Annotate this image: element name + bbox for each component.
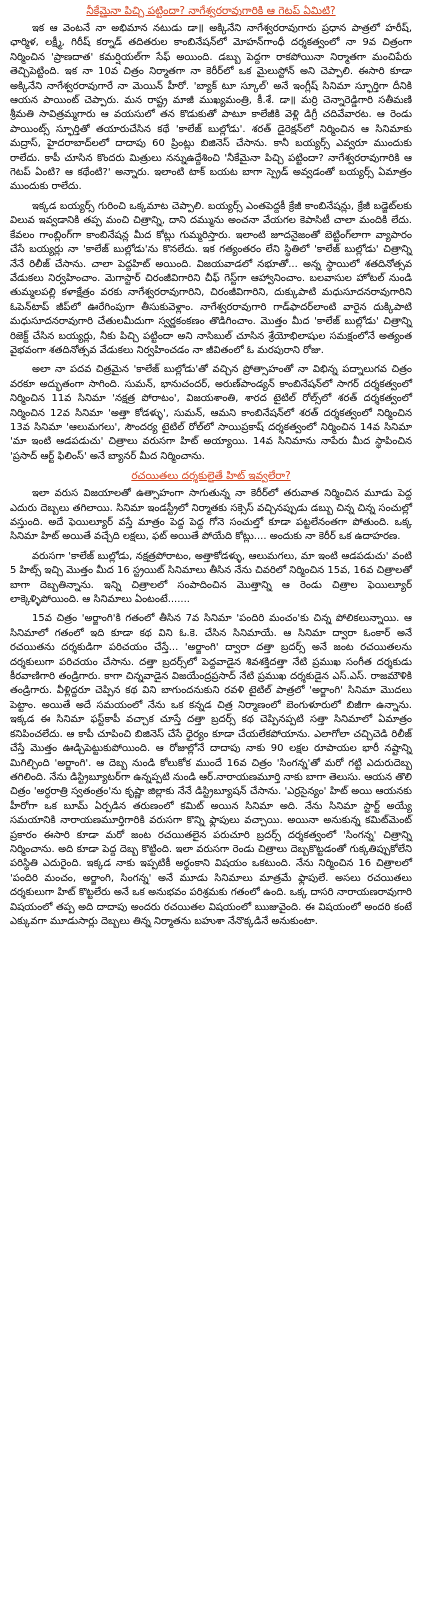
paragraph-setbacks: ఇలా వరుస విజయాలతో ఉత్సాహంగా సాగుతున్న నా కెరీర్‌లో తరువాత నిర్మించిన మూడు పెద్ద ఎదురు దెబ్బలు తగిలాయి. సినిమా ఇండస్ట్రీలో నిర్మాతకు సక్సెస్ వచ్చినప్పుడు డబ్బు చిన్న చిన్న సంచుల్లో వస్తుంది. అదే ఫెయిల్యూర్ వస్తే మాత్రం పెద్ద పెద్ద గోనె సంచుల్తో కూడా పట్టలేనంతగా పోతుంది. ఒక్క సినిమా హిట్ అయితే వచ్చేది లక్షలు, ఫట్ అయితే పోయేది కోట్లు.... అందుకు నా కెరీర్ ఒక ఉదాహరణ. xyxy=(10,488,412,543)
paragraph-hit-films: అలా నా పదవ చిత్రమైన 'కాలేజ్ బుల్లోడు'తో వచ్చిన ప్రోత్సాహంతో నా విభిన్న పద్నాలుగవ చిత్రం వరకూ అద్భుతంగా సాగింది. సుమన్, భానుచందర్, అరుణ్‌పాండ్యన్ కాంబినేషన్‌లో సాగర్ దర్శకత్వంలో నిర్మించిన 11వ సినిమా 'నక్షత్ర పోరాటం', విజయశాంతి, శారద టైటిల్ రోల్స్‌లో శరత్ దర్శకత్వంలో నిర్మించిన 12వ సినిమా 'అత్తా కోడళ్ళు', సుమన్, ఆమని కాంబినేషన్‌లో శరత్ దర్శకత్వంలో నిర్మించిన 13వ సినిమా 'ఆలుమగలు', సౌందర్య టైటిల్ రోల్‌లో సాయిప్రకాష్ దర్శకత్వంలో నిర్మించిన 14వ సినిమా 'మా ఇంటి ఆడపడుచు' చిత్రాలు వరుసగా హిట్ అయ్యాయి. 14వ సినిమాను నాపేరు మీద స్థాపించిన 'ప్రసాద్ ఆర్ట్ ఫిలింస్' అనే బ్యానర్ మీద నిర్మించాను. xyxy=(10,364,412,462)
section-heading-madness: నీకేమైనా పిచ్చి పట్టిందా? నాగేశ్వరరావుగారికి ఆ గెటప్ ఏమిటి? xyxy=(86,5,336,17)
paragraph-prananadata-college-bullodu: ఇక ఆ వెంటనే నా అభిమాన నటుడు డా॥ అక్కినేని నాగేశ్వరరావుగారు ప్రధాన పాత్రలో హరీష్, ఛార్మిళ, లక్ష్మీ, గిరీష్ కర్నాడ్ తదితరుల కాంబినేషన్‌లో మోహన్‌గాంధీ దర్శకత్వంలో నా 9వ చిత్రంగా నిర్మించిన 'ప్రాణదాత' కమర్షియల్‌గా సేఫ్ అయింది. డబ్బు పెద్దగా రాకపోయినా నిర్మాతగా మంచిపేరు తెచ్చిపెట్టింది. ఇక నా 10వ చిత్రం నిర్మాతగా నా కెరీర్‌లో ఒక మైలుస్టోన్ అని చెప్పాలి. ఈసారి కూడా అక్కినేని నాగేశ్వరరావుగారే నా మెయిన్ హీరో. 'బ్యాక్ టూ స్కూల్' అనే ఇంగ్లీష్ సినిమా స్ఫూర్తిగా దీనికి ఆయన పాయింట్ చెప్పారు. మన రాష్ట్ర మాజీ ముఖ్యమంత్రి, కీ.శే. డా॥ మర్రి చెన్నారెడ్డిగారి సతీమణి శ్రీమతి సావిత్రమ్మగారు ఆ వయసులో తన కొడుకుతో పాటూ కాలేజీకి వెళ్లి డిగ్రీ చదివేవారట. ఆ రెండు పాయింట్స్ స్ఫూర్తితో తయారుచేసిన కథే 'కాలేజ్ బుల్లోడు'. శరత్ డైరెక్షన్‌లో నిర్మించిన ఆ సినిమాకు మద్రాస్, హైదరాబాద్‌లలో దాదాపు 60 ప్రింట్లు బిజినెస్ చేసాను. కానీ బయ్యర్స్ ఎవ్వరూ ముందుకు రాలేదు. కాపీ చూసిన కొందరు మిత్రులు నన్నుఉద్దేశించి 'నీకేమైనా పిచ్చి పట్టిందా? నాగేశ్వరరావుగారికి ఆ గెటప్ ఏంటి? ఆ కథేంటి?' అన్నారు. ఇలాంటి టాక్ బయట బాగా స్ప్రెడ్ అవ్వడంతో బయ్యర్స్ ఏమాత్రం ముందుకు రాలేదు. xyxy=(10,23,412,193)
paragraph-five-hits: వరుసగా 'కాలేజ్ బుల్లోడు, నక్షత్రపోరాటం, అత్తాకోడళ్ళు, ఆలుమగలు, మా ఇంటి ఆడపడుచు' వంటి 5 హిట్స్ ఇచ్చి మొత్తం మీద 16 స్ట్రయిట్ సినిమాలు తీసిన నేను చివరిలో నిర్మించిన 15వ, 16వ చిత్రాలతో బాగా దెబ్బతిన్నాను. ఇన్ని చిత్రాలలో సంపాదించిన మొత్తాన్ని ఆ రెండు చిత్రాల ఫెయిల్యూర్ లాక్కెళ్ళిపోయింది. ఆ సినిమాలు ఏంటంటే....... xyxy=(10,550,412,606)
section-heading-writers-directors: రచయితలు దర్శకులైతే హిట్ ఇవ్వలేరా? xyxy=(131,470,291,483)
paragraph-arjangi-singanna: 15వ చిత్రం 'అర్జాంగి'కి గతంలో తీసిన 7వ సినిమా 'పందిరి మంచం'కు చిన్న పోలికలున్నాయి. ఆ సినిమాలో గతంలో ఇది కూడా కథ విని ఓ.కె. చేసిన సినిమాయే. ఆ సినిమా ద్వారా ఓంకార్ అనే రచయితను దర్శకుడిగా పరిచయం చేస్తే... 'అర్జాంగి' ద్వారా దత్తా బ్రదర్స్ అనే జంట రచయితలను దర్శకులుగా పరిచయం చేసాను. దత్తా బ్రదర్స్‌లో పెద్దవాడైన శివశక్తిదత్తా నేటి ప్రముఖ సంగీత దర్శకుడు కీరవాణిగారి తండ్రిగారు. కాగా చిన్నవాడైన విజయేంద్రప్రసాద్ నేటి ప్రముఖ దర్శకుడైన ఎస్.ఎస్. రాజమౌళికి తండ్రిగారు. వీళ్లిద్దరూ చెప్పిన కథ విని బాగుందనుకుని రవళి టైటిల్ పాత్రలో 'అర్జాంగి' సినిమా మొదలు పెట్టాం. అయితే అదే సమయంలో నేను ఒక కన్నడ చిత్ర నిర్మాణంలో బెంగుళూరులో బిజీగా ఉన్నాను. ఇక్కడ ఈ సినిమా ఫస్ట్‌కాపీ వచ్చాక చూస్తే దత్తా బ్రదర్స్ కథ చెప్పినప్పటి సత్తా సినిమాలో ఏమాత్రం కనిపించలేదు. ఆ కాపీ చూపించి బిజినెస్ చేసే ధైర్యం కూడా చేయలేకపోయాను. ఎలాగోలా చచ్చిచెడి రిలీజ్ చేస్తే మొత్తం ఊడ్చిపెట్టుకుపోయింది. ఆ రోజుల్లోనే దాదాపు నాకు 90 లక్షల రూపాయల భారీ నష్టాన్ని మిగిల్చింది 'అర్జాంగి'. ఆ దెబ్బ నుండి కోలుకోక ముందే 16వ చిత్రం 'సింగన్న'తో మరో గట్టి ఎదురుదెబ్బ తగిలింది. నేను డిస్ట్రిబ్యూటర్‌గా ఉన్నప్పటి నుండి ఆర్.నారాయణమూర్తి నాకు బాగా తెలుసు. ఆయన తొలి చిత్రం 'అర్ధరాత్రి స్వతంత్రం'ను కృష్ణా జిల్లాకు నేనే డిస్ట్రిబ్యూషన్ చేసాను. 'ఎర్రసైన్యం' హిట్ అయి ఆయనకు హీరోగా ఒక బూమ్ ఏర్పడిన తరుణంలో కమిట్ అయిన సినిమా అది. నేను సినిమా స్టార్ట్ అయ్యే సమయానికి నారాయణమూర్తిగారికి వరుసగా కొన్ని ఫ్లాపులు వచ్చాయి. అయినా అనుకున్న కమిట్‌మెంట్ ప్రకారం ఈసారి కూడా మరో జంట రచయితలైన పరుచూరి బ్రదర్స్ దర్శకత్వంలో 'సింగన్న' చిత్రాన్ని నిర్మించాను. అది కూడా పెద్ద దెబ్బ కొట్టింది. ఇలా వరుసగా రెండు చిత్రాలు దెబ్బకొట్టడంతో గుక్కతిప్పుకోలేని పరిస్థితి ఎదురైంది. ఇక్కడ నాకు ఇప్పటికీ అర్థంకాని విషయం ఒకటుంది. నేను నిర్మించిన 16 చిత్రాలలో 'పందిరి మంచం, అర్జాంగి, సింగన్న' అనే మూడు సినిమాలు మాత్రమే ఫ్లాపులే. అసలు రచయితలు దర్శకులుగా హిట్ కొట్టలేరు అనే ఒక అనుభవం పరిశ్రమకు గతంలో ఉంది. ఒక్క దాసరి నారాయణరావుగారి విషయంలో తప్ప అది దాదాపు అందరు రచయితల విషయంలో ఋజువైంది. ఈ విషయంలో అందరి కంటే ఎక్కువగా మూడుసార్లు దెబ్బలు తిన్న నిర్మాతను బహుశా నేనొక్కడినే అనుకుంటా. xyxy=(10,613,412,927)
paragraph-buyers: ఇక్కడ బయ్యర్స్ గురించి ఒక్కమాట చెప్పాలి. బయ్యర్స్ ఎంతపెద్దకీ క్రేజీ కాంబినేషన్లు, క్రేజీ బడ్జెట్‌లకు విలువ ఇవ్వడానికి తప్ప మంచి చిత్రాన్ని, దాని దమ్మును అంచనా వేయగల కెపాసిటీ చాలా మందికి లేదు. కేవలం గాంబ్లింగ్‌గా కాంబినేషన్ల మీద కోట్లు గుమ్మరిస్తారు. ఇలాంటి జూదనైజంతో బెట్టింగ్‌లాగా వ్యాపారం చేసే బయ్యర్లు నా 'కాలేజ్ బుల్లోడు'ను కొనలేదు. ఇక గత్యంతరం లేని స్థితిలో 'కాలేజ్ బుల్లోడు' చిత్రాన్ని నేనే రిలీజ్ చేసాను. చాలా పెద్దహిట్ అయింది. విజయవాడలో నభూతో... అన్న స్థాయిలో శతదినోత్సవ వేడుకలు నిర్వహించాం. మెగాస్టార్ చిరంజీవిగారిని చీఫ్ గెస్ట్‌గా ఆహ్వానించాం. బలవాసుల హోటల్ నుండి తుమ్మలపల్లి కళాక్షేత్రం వరకు నాగేశ్వరరావుగారిని, చిరంజీవిగారిని, దుక్కుపాటి మధుసూదనరావుగారిని ఓపెన్‌టాప్ జీప్‌లో ఊరేగింపుగా తీసుకువెళ్లాం. నాగేశ్వరరావుగారి గాడ్‌ఫాదర్‌లాంటి వారైన దుక్కిపాటి మధుసూదనరావుగారి చేతులమీదుగా స్వర్ణకంకణం తొడిగించాం. మొత్తం మీద 'కాలేజ్ బుల్లోడు' చిత్రాన్ని రిజెక్ట్ చేసిన బయ్యర్లు, నీకు పిచ్చి పట్టిందా అని నాసిబుల్ చూసిన శ్రేయోభిలాషుల సమక్షంలోనే అత్యంత వైభవంగా శతదినోత్సవ వేడుకలు నిర్వహించడం నా జీవితంలో ఓ మరపురాని రోజు. xyxy=(10,200,412,356)
article xyxy=(10,4,412,934)
